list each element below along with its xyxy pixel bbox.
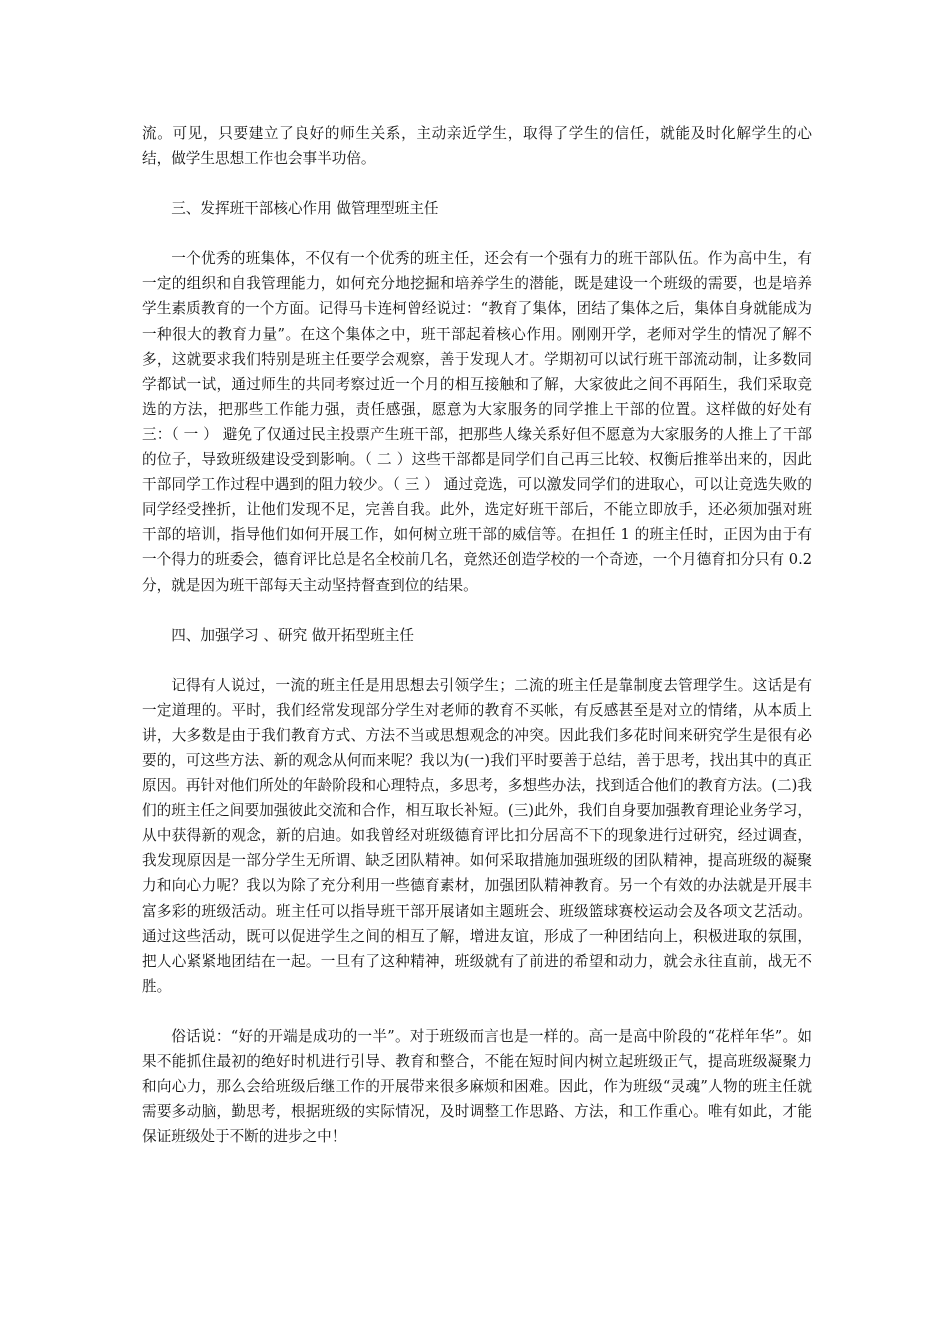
document-page — [142, 121, 812, 1174]
section-4-paragraph: 记得有人说过，一流的班主任是用思想去引领学生；二流的班主任是靠制度去管理学生。这话是有一定道理的。平时，我们经常发现部分学生对老师的教育不买帐，有反感甚至是对立的情绪，从本质上讲，大多数是由于我们教育方式、方法不当或思想观念的冲突。因此我们多花时间来研究学生是很有必要的，可这些方法、新的观念从何而来呢？我以为(一)我们平时要善于总结，善于思考，找出其中的真正原因。再针对他们所处的年龄阶段和心理特点，多思考，多想些办法，找到适合他们的教育方法。(二)我们的班主任之间要加强彼此交流和合作，相互取长补短。(三)此外，我们自身要加强教育理论业务学习，从中获得新的观念，新的启迪。如我曾经对班级德育评比扣分居高不下的现象进行过研究，经过调查，我发现原因是一部分学生无所谓、缺乏团队精神。如何采取措施加强班级的团队精神，提高班级的凝聚力和向心力呢？我以为除了充分利用一些德育素材，加强团队精神教育。另一个有效的办法就是开展丰富多彩的班级活动。班主任可以指导班干部开展诸如主题班会、班级篮球赛校运动会及各项文艺活动。通过这些活动，既可以促进学生之间的相互了解，增进友谊，形成了一种团结向上，积极进取的氛围，把人心紧紧地团结在一起。一旦有了这种精神，班级就有了前进的希望和动力，就会永往直前，战无不胜。 — [142, 676, 812, 995]
section-3-heading: 三、发挥班干部核心作用 做管理型班主任 — [171, 200, 439, 218]
closing-paragraph: 俗话说：“好的开端是成功的一半”。对于班级而言也是一样的。高一是高中阶段的“花样年华”。如果不能抓住最初的绝好时机进行引导、教育和整合，不能在短时间内树立起班级正气，提高班级凝聚力和向心力，那么会给班级后继工作的开展带来很多麻烦和困难。因此，作为班级“灵魂”人物的班主任就需要多动脑，勤思考，根据班级的实际情况，及时调整工作思路、方法，和工作重心。唯有如此，才能保证班级处于不断的进步之中！ — [142, 1027, 812, 1146]
continuation-paragraph: 流。可见，只要建立了良好的师生关系，主动亲近学生，取得了学生的信任，就能及时化解学生的心结，做学生思想工作也会事半功倍。 — [142, 125, 812, 168]
section-4-heading: 四、加强学习 、研究 做开拓型班主任 — [171, 626, 414, 644]
section-3-paragraph: 一个优秀的班集体，不仅有一个优秀的班主任，还会有一个强有力的班干部队伍。作为高中生，有一定的组织和自我管理能力，如何充分地挖掘和培养学生的潜能，既是建设一个班级的需要，也是培养学生素质教育的一个方面。记得马卡连柯曾经说过：“教育了集体，团结了集体之后，集体自身就能成为一种很大的教育力量”。在这个集体之中，班干部起着核心作用。刚刚开学，老师对学生的情况了解不多，这就要求我们特别是班主任要学会观察，善于发现人才。学期初可以试行班干部流动制，让多数同学都试一试，通过师生的共同考察过近一个月的相互接触和了解，大家彼此之间不再陌生，我们采取竞选的方法，把那些工作能力强，责任感强，愿意为大家服务的同学推上干部的位置。这样做的好处有三：（ 一 ） 避免了仅通过民主投票产生班干部，把那些人缘关系好但不愿意为大家服务的人推上了干部的位子，导致班级建设受到影响。（ 二 ）这些干部都是同学们自己再三比较、权衡后推举出来的，因此干部同学工作过程中遇到的阻力较少。（ 三 ） 通过竞选，可以激发同学们的进取心，可以让竞选失败的同学经受挫折，让他们发现不足，完善自我。此外，选定好班干部后，不能立即放手，还必须加强对班干部的培训，指导他们如何开展工作，如何树立班干部的威信等。在担任 1 的班主任时，正因为由于有一个得力的班委会，德育评比总是名全校前几名，竟然还创造学校的一个奇迹，一个月德育扣分只有 0.2 分，就是因为班干部每天主动坚持督查到位的结果。 — [142, 250, 812, 594]
